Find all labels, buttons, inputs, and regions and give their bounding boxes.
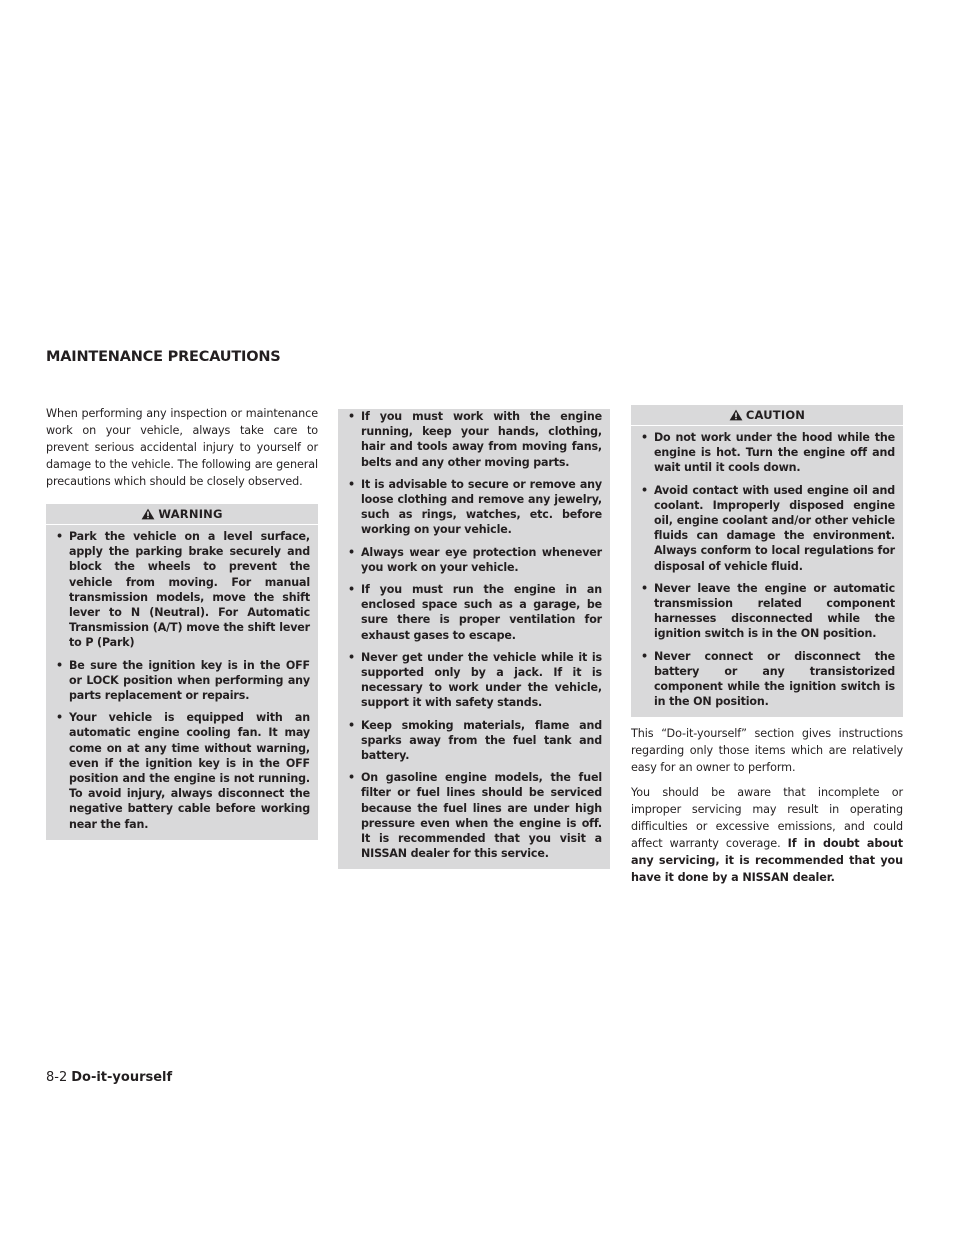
caution-item: • Do not work under the hood while the engine is hot. Turn the engine off and wait until it cools down. <box>641 431 895 475</box>
diy-intro-paragraph: This “Do-it-yourself” section gives instructions regarding only those items which are relatively easy for an owner to perform. <box>631 727 903 775</box>
caution-header <box>631 405 903 426</box>
caution-item: • Never leave the engine or automatic transmission related component harnesses disconnected while the ignition switch is in the ON position. <box>641 581 895 641</box>
warning-item: • Always wear eye protection whenever you work on your vehicle. <box>348 545 602 574</box>
caution-label: CAUTION <box>745 408 806 422</box>
bullet: • <box>348 477 355 491</box>
warning-item: • On gasoline engine models, the fuel filter or fuel lines should be serviced because the fuel lines are under high pressure even when the engine is off. It is recommended that you visit a NISSAN dealer for this service. <box>348 771 602 861</box>
page-footer <box>46 1070 172 1085</box>
bullet: • <box>641 431 648 444</box>
warning-item: • Be sure the ignition key is in the OFF or LOCK position when performing any parts replacement or repairs. <box>56 658 310 703</box>
page-number: 8-2 <box>46 1070 68 1085</box>
bullet: • <box>56 530 63 543</box>
warning-item: • Keep smoking materials, flame and sparks away from the fuel tank and battery. <box>348 718 602 763</box>
intro-paragraph: When performing any inspection or maintenance work on your vehicle, always take care to prevent serious accidental injury to yourself or damage to the vehicle. The following are general precautions which should be closely observed. <box>46 407 318 488</box>
bullet: • <box>641 581 648 595</box>
servicing-advice-paragraph: You should be aware that incomplete or improper servicing may result in operating difficulties or excessive emissions, and could affect warranty coverage. If in doubt about any servicing, it is recommended that you have it done by a NISSAN dealer. <box>631 786 903 885</box>
warning-triangle-icon <box>141 508 155 520</box>
bullet: • <box>348 718 355 732</box>
footer-section-name: Do-it-yourself <box>71 1070 173 1085</box>
warning-item: • Your vehicle is equipped with an automatic engine cooling fan. It may come on at any time without warning, even if the ignition key is in the OFF position and the engine is not running. To avoid injury, always disconnect the negative battery cable before working near the fan. <box>56 711 310 831</box>
bullet: • <box>348 650 355 664</box>
bullet: • <box>56 658 63 672</box>
warning-label: WARNING <box>158 507 223 521</box>
bullet: • <box>641 649 648 663</box>
bullet: • <box>348 545 355 559</box>
caution-box <box>631 405 903 717</box>
section-title: MAINTENANCE PRECAUTIONS <box>46 349 281 365</box>
column-2 <box>338 405 610 869</box>
column-3 <box>631 405 903 886</box>
dealer-recommendation: If in doubt about any servicing, it is recommended that you have it done by a NISSAN dealer. <box>631 837 903 885</box>
bullet: • <box>641 483 648 497</box>
warning-item: • It is advisable to secure or remove any loose clothing and remove any jewelry, such as rings, watches, etc. before working on your vehicle. <box>348 477 602 537</box>
bullet: • <box>56 711 63 725</box>
bullet: • <box>348 771 355 785</box>
caution-item: • Avoid contact with used engine oil and coolant. Improperly disposed engine oil, engine coolant and/or other vehicle fluids can damage the environment. Always conform to local regulations for disposal of vehicle fluid. <box>641 483 895 573</box>
bullet: • <box>348 583 355 597</box>
column-1 <box>46 405 318 840</box>
warning-item: • If you must work with the engine running, keep your hands, clothing, hair and tools away from moving fans, belts and any other moving parts. <box>348 410 602 469</box>
warning-header <box>46 504 318 525</box>
caution-item: • Never connect or disconnect the battery or any transistorized component while the ignition switch is in the ON position. <box>641 649 895 709</box>
warning-item: • Never get under the vehicle while it is supported only by a jack. If it is necessary to work under the vehicle, support it with safety stands. <box>348 650 602 710</box>
warning-box <box>46 504 318 840</box>
warning-item: • Park the vehicle on a level surface, apply the parking brake securely and block the wheels to prevent the vehicle from moving. For manual transmission models, move the shift lever to N (Neutral). For Automatic Transmission (A/T) move the shift lever to P (Park) <box>56 530 310 650</box>
caution-triangle-icon <box>729 409 743 421</box>
bullet: • <box>348 410 355 423</box>
warning-item: • If you must run the engine in an enclosed space such as a garage, be sure there is proper ventilation for exhaust gases to escape. <box>348 583 602 642</box>
warning-box-continued <box>338 409 610 869</box>
